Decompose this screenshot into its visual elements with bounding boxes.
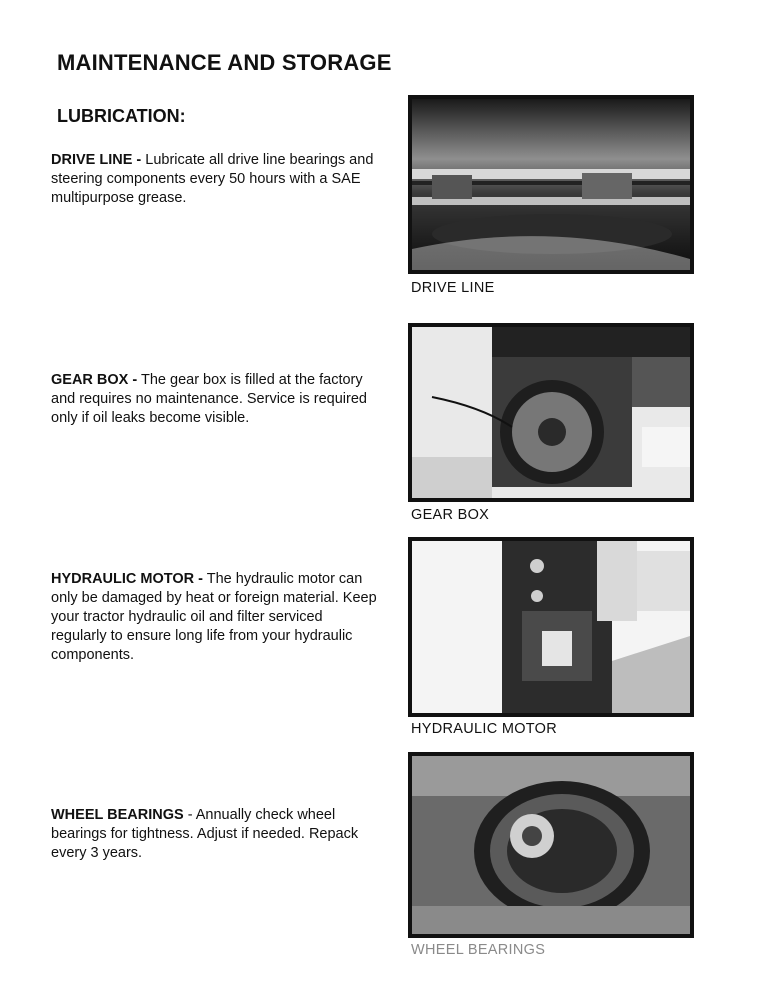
gear-box-caption: GEAR BOX: [411, 507, 490, 523]
hydraulic-motor-text: The hydraulic motor can only be damaged by heat or foreign material. Keep your tractor hydraulic oil and filter serviced regularly to ensure long life from your hydraulic components.: [51, 571, 377, 663]
wheel-bearings-paragraph: [51, 806, 381, 863]
gear-box-heading: GEAR BOX -: [51, 372, 138, 388]
wheel-bearings-text: - Annually check wheel bearings for tightness. Adjust if needed. Repack every 3 years.: [51, 807, 359, 861]
wheel-bearings-caption: WHEEL BEARINGS: [411, 942, 546, 958]
hydraulic-motor-photo: [408, 537, 694, 717]
gear-box-text: The gear box is filled at the factory and requires no maintenance. Service is required only if oil leaks become visible.: [51, 372, 367, 426]
drive-line-heading: DRIVE LINE -: [51, 152, 142, 168]
gear-box-photo: [408, 323, 694, 502]
drive-line-text: Lubricate all drive line bearings and steering components every 50 hours with a SAE multipurpose grease.: [51, 152, 374, 206]
hydraulic-motor-caption: HYDRAULIC MOTOR: [411, 721, 558, 737]
gear-box-paragraph: [51, 371, 381, 428]
page-title: MAINTENANCE AND STORAGE: [57, 50, 392, 75]
wheel-bearings-photo: [408, 752, 694, 938]
wheel-bearings-heading: WHEEL BEARINGS: [51, 807, 184, 823]
drive-line-caption: DRIVE LINE: [411, 280, 495, 296]
hydraulic-motor-paragraph: [51, 570, 381, 665]
drive-line-photo: [408, 95, 694, 274]
section-heading: LUBRICATION:: [57, 106, 186, 126]
drive-line-paragraph: [51, 151, 381, 208]
hydraulic-motor-heading: HYDRAULIC MOTOR -: [51, 571, 203, 587]
